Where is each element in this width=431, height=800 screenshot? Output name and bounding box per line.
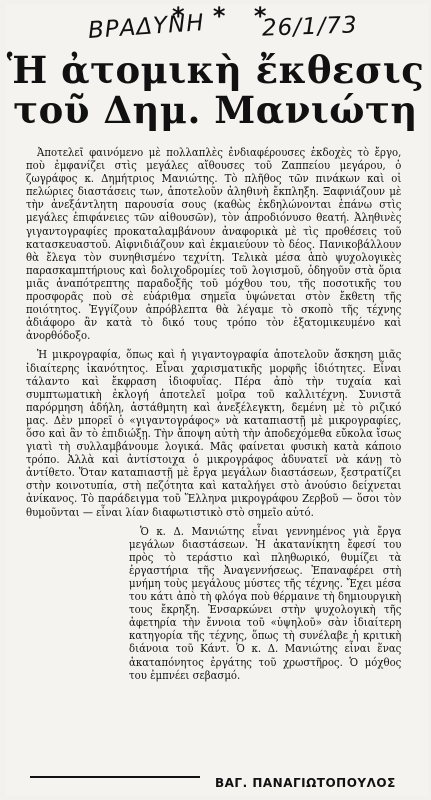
headline-line-1: Ἡ ἀτομικὴ ἔκθεσις — [6, 48, 425, 92]
decorative-stars: * * * — [172, 2, 277, 30]
article-paragraph-3: Ὁ κ. Δ. Μανιώτης εἶναι γεννημένος γιὰ ἔργα μεγάλων διαστάσεων. Ἡ ἀκατανίκητη ἔφεσί του πρὸς τὸ τεράστιο καὶ πληθωρικό, θυμίζει τὰ ἐργαστήρια τῆς Ἀναγεννήσεως. Ἐπαναφέρει στὴ μνήμη τοὺς μεγάλους μύστες τῆς τέχνης. Ἔχει μέσα του κάτι ἀπὸ τὴ φλόγα ποὺ θέρμαινε τὴ δημιουργικὴ τους ἔκρηξη. Ἐνσαρκώνει στὴν ψυχολογικὴ τῆς ἀφετηρία τὴν ἔννοια τοῦ «ὑψηλοῦ» σὰν ἰδιαίτερη κατηγορία τῆς τέχνης, ὅπως τὴ συνέλαβε ἡ κριτικὴ διάνοια τοῦ Κάντ. Ὁ κ. Δ. Μανιώτης εἶναι ἕνας ἀκαταπόνητος ἐργάτης τοῦ χρωστῆρος. Ὁ μόχθος του ἐμπνέει σεβασμό. — [129, 524, 402, 682]
article-paragraph-1: Ἀποτελεῖ φαινόμενο μὲ πολλαπλὲς ἐνδιαφέρουσες ἐκδοχὲς τὸ ἔργο, ποὺ ἐμφανίζει στὶς μεγάλες αἴθουσες τοῦ Ζαππείου μεγάρου, ὁ ζωγράφος κ. Δημήτριος Μανιώτης. Τὸ πλῆθος τῶν πινάκων καὶ οἱ πελώριες διαστάσεις των, ἀποτελοῦν ἀληθινὴ ἔκπληξη. Ξαφνιάζουν μὲ τὴν ἀνεξάντλητη παρουσία σους (καθὼς ἐκδηλώνονται ἐπάνω στὶς μεγάλες ἐπιφάνειες τῶν αἰθουσῶν), τὸν ἀπροδιόνυσο θεατή. Ἀληθινὲς γιγαντογραφίες προκαταλαμβάνουν ἀναφορικὰ μὲ τὶς προθέσεις τοῦ κατασκευαστοῦ. Αἰφνιδιάζουν καὶ ἐκμαιεύουν τὸ δέος. Πανικοβάλλουν θὰ ἔλεγα τὸν συνηθισμένο τεχνίτη. Τελικὰ μέσα ἀπὸ ψυχολογικὲς παρασκαμπτήριους καὶ δολιχοδρομίες τοῦ λογισμοῦ, ὁδηγοῦν στὰ ὅρια μιᾶς ἀναπότρεπτης παραδοξῆς τοῦ μόχθου του, τῆς ποσοτικῆς του προσφορᾶς ποὺ σὲ εὐάριθμα σημεῖα ὑψώνεται στὸν ἔκθετη τῆς ποιότητος. Ἐγγίζουν ἀπρόβλεπτα θὰ λέγαμε τὸ σκοπὸ τῆς τέχνης ἀδιάφορο ἂν κατὰ τὸ δικό τους τρόπο τὸν ἐξατομικευμένο καὶ ἀνορθόδοξο. — [26, 146, 402, 343]
headline-line-2: τοῦ Δημ. Μανιώτη — [13, 88, 418, 132]
signature-rule — [30, 776, 200, 778]
clipping-header — [0, 0, 431, 45]
article-body — [26, 146, 401, 688]
article-paragraph-2: Ἡ μικρογραφία, ὅπως καὶ ἡ γιγαντογραφία ἀποτελοῦν ἄσκηση μιᾶς ἰδιαίτερης ἱκανότητος. Εἶναι χαρισματικῆς μορφῆς ἰδιότητες. Εἶναι τάλαντο καὶ ἔκφραση ἰδιοφυΐας. Πέρα ἀπὸ τὴν τυχαία καὶ συμπτωματικὴ ἐκλογή ἀποτελεῖ μοῖρα τοῦ καλλιτέχνη. Συνιστᾶ παρόρμηση ἀδήλη, ἀστάθμητη καὶ ἀνεξέλεγκτη, δεμένη μὲ τὸ ριζικό μας. Δὲν μπορεῖ ὁ «γιγαντογράφος» νὰ καταπιαστῇ μὲ μικρογραφίες, ὅσο καὶ ἂν τὸ ἐπιδιώξῃ. Τὴν ἄποψη αὐτὴ τὴν ἀποδεχόμεθα εὔκολα ἴσως γιατὶ τὴ συλλαμβάνουμε λογικά. Μᾶς φαίνεται φυσικὴ κατὰ κάποιο τρόπο. Ἀλλὰ καὶ ἀντίστοιχα ὁ μικρογράφος ἀδυνατεῖ νὰ κάνῃ τὸ ἀντίθετο. Ὅταν καταπιαστῇ μὲ ἔργα μεγάλων διαστάσεων, ξεστρατίζει στὴν κοινοτυπία, στὴ πεζότητα καὶ καταλήγει στὸ ἀνούσιο δείχνεται ἀνίκανος. Τὸ παράδειγμα τοῦ Ἕλληνα μικρογράφου Ζερβοῦ — ὅσοι τὸν θυμοῦνται — εἶναι λίαν διαφωτιστικὸ στὸ σημεῖο αὐτό. — [26, 348, 402, 519]
handwritten-newspaper-name: ΒΡΑΔΥΝΗ — [87, 9, 206, 45]
author-signature: ΒΑΓ. ΠΑΝΑΓΙΩΤΟΠΟΥΛΟΣ — [215, 776, 396, 790]
handwritten-date: 26/1/73 — [261, 12, 359, 42]
